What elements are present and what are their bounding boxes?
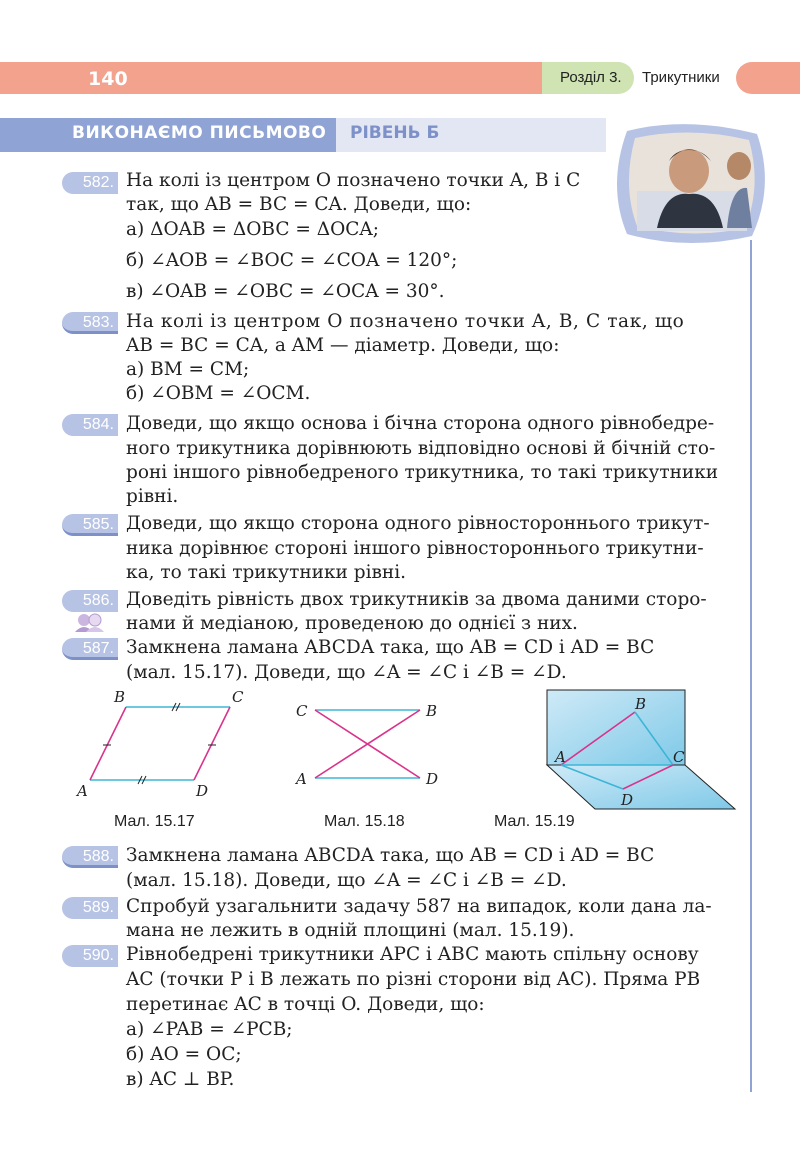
students-photo bbox=[607, 116, 771, 246]
problem-584-line-2: ного трикутника дорівнюють відповідно основі й бічній сто- bbox=[126, 438, 716, 459]
figure-15-19 bbox=[535, 685, 740, 815]
label-d: D bbox=[621, 791, 634, 809]
figure-15-17 bbox=[72, 690, 252, 805]
problem-587-line-1: Замкнена ламана ABCDA така, що AB = CD і AD = BC bbox=[126, 637, 655, 658]
label-c: C bbox=[232, 690, 244, 706]
problem-582-line-3: а) ΔOAB = ΔOBC = ΔOCA; bbox=[126, 219, 380, 240]
problem-number-588: 588. bbox=[62, 846, 118, 868]
problem-585-line-1: Доведи, що якщо сторона одного рівностороннього трикут- bbox=[126, 513, 710, 534]
topic-label: Трикутники bbox=[642, 69, 720, 86]
problem-590-line-2: AC (точки P і B лежать по різні сторони від AC). Пряма PB bbox=[126, 969, 701, 990]
caption-15-18: Мал. 15.18 bbox=[324, 813, 405, 830]
problem-582-line-2: так, що AB = BC = CA. Доведи, що: bbox=[126, 194, 472, 215]
problem-584-line-3: роні іншого рівнобедреного трикутника, то такі трикутники bbox=[126, 462, 719, 483]
problem-585-line-2: ника дорівнює стороні іншого рівностороннього трикутни- bbox=[126, 538, 704, 559]
label-b: B bbox=[114, 690, 126, 706]
problem-number-585: 585. bbox=[62, 514, 118, 536]
problem-583-line-1: На колі із центром O позначено точки A, B, C так, що bbox=[126, 311, 685, 332]
label-b: B bbox=[426, 702, 438, 720]
problem-number-582: 582. bbox=[62, 172, 118, 194]
problem-585-line-3: ка, то такі трикутники рівні. bbox=[126, 562, 407, 583]
problem-582-line-1: На колі із центром O позначено точки A, B і C bbox=[126, 170, 581, 191]
section-label: Розділ 3. bbox=[542, 62, 634, 94]
header-bar bbox=[0, 62, 542, 94]
problem-583-line-2: AB = BC = CA, а AM — діаметр. Доведи, що: bbox=[126, 335, 560, 356]
problem-583-line-3: а) BM = CM; bbox=[126, 359, 250, 380]
problem-590-line-1: Рівнобедрені трикутники APC і ABC мають спільну основу bbox=[126, 944, 699, 965]
label-a: A bbox=[555, 748, 566, 766]
figure-15-18 bbox=[290, 696, 450, 796]
problem-number-584: 584. bbox=[62, 414, 118, 436]
problem-583-line-4: б) ∠OBM = ∠OCM. bbox=[126, 383, 311, 404]
label-b: B bbox=[635, 695, 647, 713]
problem-number-586: 586. bbox=[62, 590, 118, 612]
problem-590-line-4: а) ∠PAB = ∠PCB; bbox=[126, 1019, 293, 1040]
caption-15-19: Мал. 15.19 bbox=[494, 813, 575, 830]
label-a: A bbox=[296, 770, 307, 788]
problem-588-line-2: (мал. 15.18). Доведи, що ∠A = ∠C і ∠B = ∠D. bbox=[126, 870, 567, 891]
problem-590-line-6: в) AC ⊥ BP. bbox=[126, 1069, 235, 1090]
group-work-icon bbox=[72, 612, 108, 634]
problem-number-583: 583. bbox=[62, 312, 118, 334]
label-c: C bbox=[673, 748, 685, 766]
label-d: D bbox=[196, 782, 209, 800]
problem-number-590: 590. bbox=[62, 945, 118, 967]
problem-582-line-4: б) ∠AOB = ∠BOC = ∠COA = 120°; bbox=[126, 250, 458, 271]
label-a: A bbox=[77, 782, 88, 800]
problem-588-line-1: Замкнена ламана ABCDA така, що AB = CD і AD = BC bbox=[126, 845, 655, 866]
problem-589-line-1: Спробуй узагальнити задачу 587 на випадок, коли дана ла- bbox=[126, 896, 712, 917]
banner-title: ВИКОНАЄМО ПИСЬМОВО bbox=[72, 123, 327, 143]
banner-level: РІВЕНЬ Б bbox=[350, 123, 440, 143]
problem-587-line-2: (мал. 15.17). Доведи, що ∠A = ∠C і ∠B = ∠D. bbox=[126, 662, 567, 683]
label-c: C bbox=[296, 702, 308, 720]
caption-15-17: Мал. 15.17 bbox=[114, 813, 195, 830]
header-bar-right bbox=[736, 62, 800, 94]
problem-584-line-1: Доведи, що якщо основа і бічна сторона одного рівнобедре- bbox=[126, 413, 715, 434]
page-number: 140 bbox=[88, 68, 128, 90]
problem-590-line-3: перетинає AC в точці O. Доведи, що: bbox=[126, 994, 485, 1015]
margin-line bbox=[750, 240, 752, 1092]
problem-number-589: 589. bbox=[62, 897, 118, 919]
problem-number-587: 587. bbox=[62, 638, 118, 660]
problem-586-line-1: Доведіть рівність двох трикутників за двома даними сторо- bbox=[126, 589, 707, 610]
problem-586-line-2: нами й медіаною, проведеною до однієї з них. bbox=[126, 613, 578, 634]
problem-589-line-2: мана не лежить в одній площині (мал. 15.19). bbox=[126, 920, 575, 941]
label-d: D bbox=[426, 770, 439, 788]
problem-584-line-4: рівні. bbox=[126, 486, 179, 507]
problem-582-line-5: в) ∠OAB = ∠OBC = ∠OCA = 30°. bbox=[126, 281, 445, 302]
problem-590-line-5: б) AO = OC; bbox=[126, 1044, 242, 1065]
